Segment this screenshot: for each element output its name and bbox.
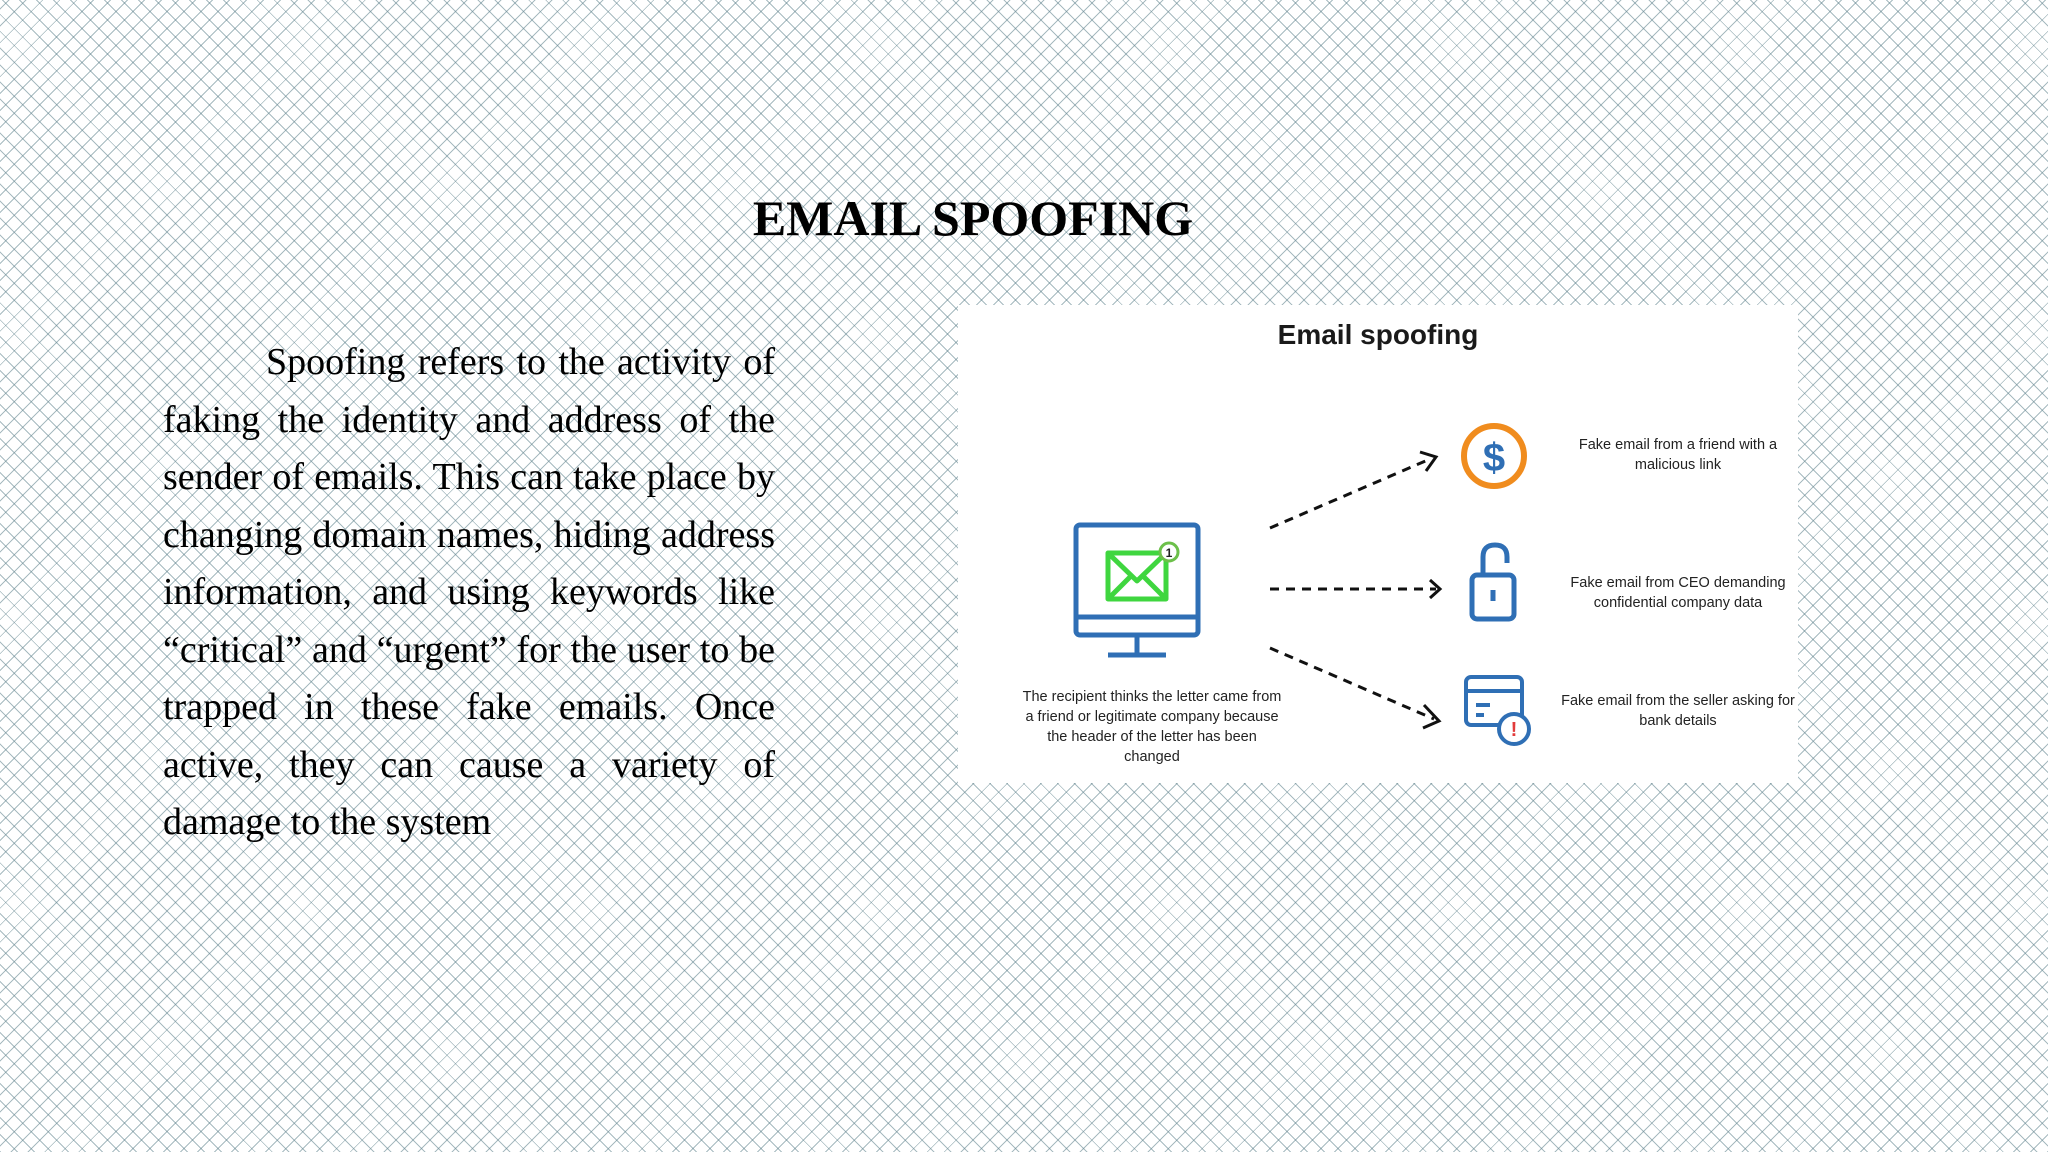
envelope-icon	[1108, 553, 1166, 599]
slide-title: EMAIL SPOOFING	[752, 190, 1194, 246]
unlocked-padlock-icon	[1472, 545, 1514, 619]
monitor-icon	[1076, 525, 1198, 655]
svg-text:1: 1	[1165, 546, 1173, 560]
friend-caption: Fake email from a friend with a malicious link	[1578, 437, 1778, 473]
figure-title: Email spoofing	[1277, 319, 1479, 350]
svg-text:$: $	[1482, 436, 1506, 480]
ceo-caption: Fake email from CEO demanding confidential company data	[1570, 575, 1786, 611]
arrow-to-friend	[1270, 452, 1436, 528]
bank-card-alert-icon	[1466, 677, 1529, 744]
recipient-caption: The recipient thinks the letter came from a friend or legitimate company because the header of the letter has been changed	[1022, 689, 1282, 765]
notification-badge	[1160, 543, 1178, 561]
body-paragraph: Spoofing refers to the activity of faking the identity and address of the sender of emails. This can take place by changing domain names, hiding address information, and using keywords like “critical” and “urgent” for the user to be trapped in these fake emails. Once active, they can cause a variety of damage to the system	[163, 341, 775, 843]
arrow-to-seller	[1270, 648, 1439, 728]
arrow-to-ceo	[1270, 580, 1440, 598]
email-spoofing-figure	[958, 305, 1798, 783]
svg-text:!: !	[1510, 719, 1518, 741]
seller-caption: Fake email from the seller asking for bank details	[1561, 693, 1795, 729]
dollar-coin-icon	[1464, 426, 1524, 486]
